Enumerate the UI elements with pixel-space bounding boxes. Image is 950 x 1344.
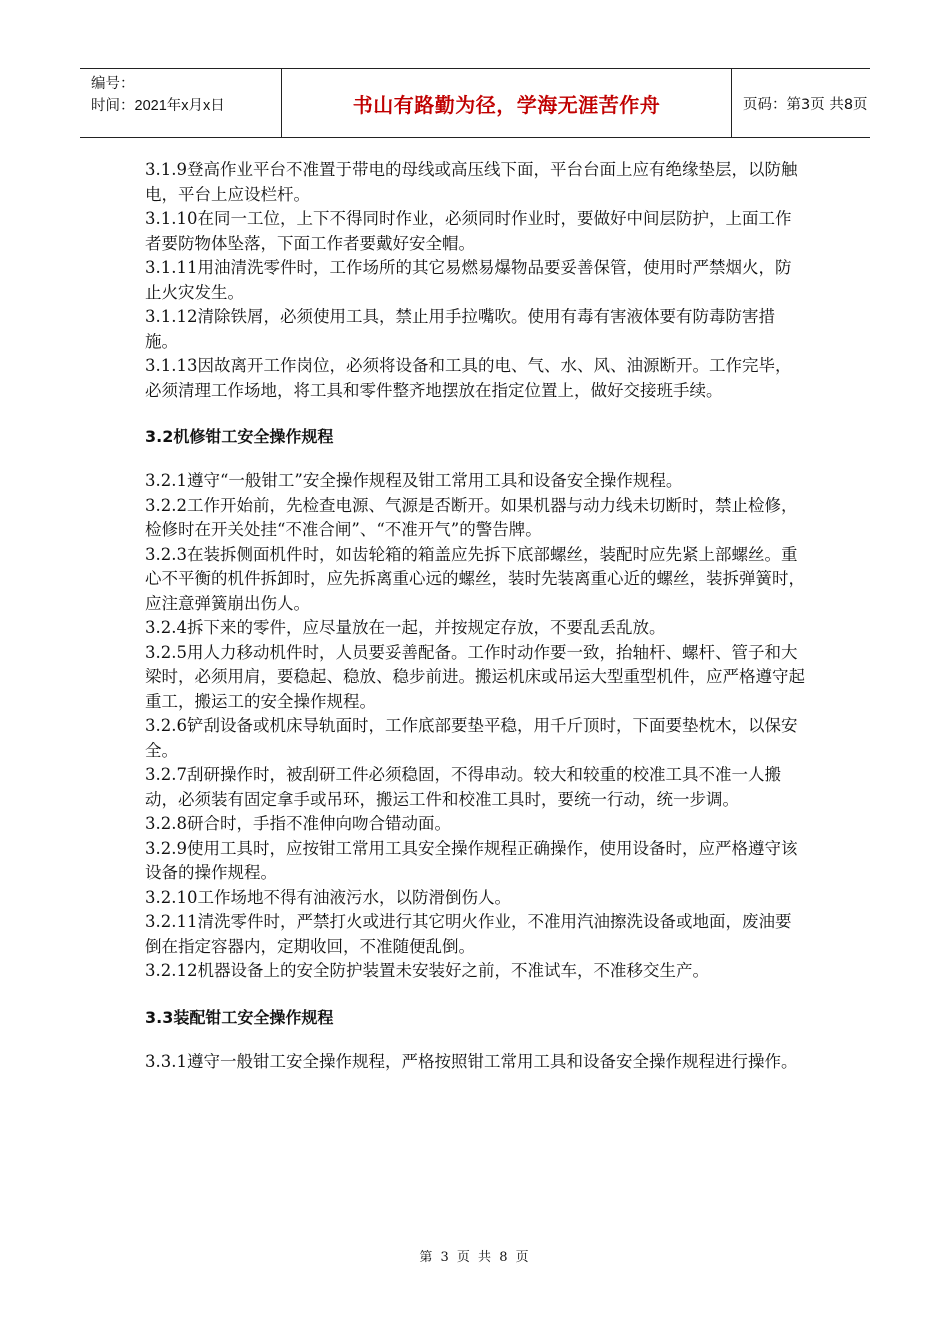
paragraph-3-2-11: 3.2.11清洗零件时，严禁打火或进行其它明火作业，不准用汽油擦洗设备或地面，废油要倒在指定容器内，定期收回，不准随便乱倒。 <box>145 912 792 956</box>
header-motto: 书山有路勤为径，学海无涯苦作舟 <box>282 69 732 137</box>
paragraph-3-2-12: 3.2.12机器设备上的安全防护装置未安装好之前，不准试车，不准移交生产。 <box>145 961 709 980</box>
header-page-number: 页码：第3页 共8页 <box>743 96 868 113</box>
paragraph-3-1-13: 3.1.13因故离开工作岗位，必须将设备和工具的电、气、水、风、油源断开。工作完毕，必须清理工作场地，将工具和零件整齐地摆放在指定位置上，做好交接班手续。 <box>145 356 792 400</box>
paragraph-3-2-2: 3.2.2工作开始前，先检查电源、气源是否断开。如果机器与动力线未切断时，禁止检修，检修时在开关处挂“不准合闸”、“不准开气”的警告牌。 <box>145 495 798 539</box>
paragraph-3-2-3: 3.2.3在装拆侧面机件时，如齿轮箱的箱盖应先拆下底部螺丝，装配时应先紧上部螺丝。重心不平衡的机件拆卸时，应先拆离重心远的螺丝，装时先装离重心近的螺丝，装拆弹簧时，应注意弹簧崩出伤人。 <box>145 544 805 613</box>
paragraph-3-2-10: 3.2.10工作场地不得有油液污水，以防滑倒伤人。 <box>145 887 511 907</box>
paragraph-3-2-5: 3.2.5用人力移动机件时，人员要妥善配备。工作时动作要一致，抬轴杆、螺杆、管子和大梁时，必须用肩，要稳起、稳放、稳步前进。搬运机床或吊运大型重型机件，应严格遵守起重工，搬运工的安全操作规程。 <box>145 642 805 711</box>
header-meta-cell <box>80 69 282 137</box>
paragraph-3-2-1: 3.2.1遵守“一般钳工”安全操作规程及钳工常用工具和设备安全操作规程。 <box>145 471 683 490</box>
paragraph-3-2-9: 3.2.9使用工具时，应按钳工常用工具安全操作规程正确操作，使用设备时，应严格遵守该设备的操作规程。 <box>145 838 798 882</box>
section-heading-3-2: 3.2机修钳工安全操作规程 <box>145 427 334 446</box>
paragraph-3-2-6: 3.2.6铲刮设备或机床导轨面时，工作底部要垫平稳，用千斤顶时，下面要垫枕木，以保安全。 <box>145 716 798 760</box>
paragraph-3-3-1: 3.3.1遵守一般钳工安全操作规程，严格按照钳工常用工具和设备安全操作规程进行操作。 <box>145 1051 798 1071</box>
paragraph-3-2-7: 3.2.7刮研操作时，被刮研工件必须稳固，不得串动。较大和较重的校准工具不准一人搬动，必须装有固定拿手或吊环，搬运工件和校准工具时，要统一行动，统一步调。 <box>145 765 781 809</box>
paragraph-3-2-8: 3.2.8研合时，手指不准伸向吻合错动面。 <box>145 814 451 833</box>
paragraph-3-1-9: 3.1.9登高作业平台不准置于带电的母线或高压线下面，平台台面上应有绝缘垫层，以防触电，平台上应设栏杆。 <box>145 160 798 204</box>
paragraph-3-1-11: 3.1.11用油清洗零件时，工作场所的其它易燃易爆物品要妥善保管，使用时严禁烟火，防止火灾发生。 <box>145 258 792 302</box>
page-footer: 第 3 页 共 8 页 <box>419 1250 531 1265</box>
document-date-label: 时间：2021年x月x日 <box>91 98 225 114</box>
page-header <box>80 68 870 138</box>
paragraph-3-1-10: 3.1.10在同一工位，上下不得同时作业，必须同时作业时，要做好中间层防护，上面工作者要防物体坠落，下面工作者要戴好安全帽。 <box>145 209 792 253</box>
document-number-label: 编号： <box>91 76 135 92</box>
document-body <box>145 158 805 1074</box>
paragraph-3-2-4: 3.2.4拆下来的零件，应尽量放在一起，并按规定存放，不要乱丢乱放。 <box>145 618 666 637</box>
paragraph-3-1-12: 3.1.12清除铁屑，必须使用工具，禁止用手拉嘴吹。使用有毒有害液体要有防毒防害措施。 <box>145 307 775 351</box>
section-heading-3-3: 3.3装配钳工安全操作规程 <box>145 1007 334 1027</box>
